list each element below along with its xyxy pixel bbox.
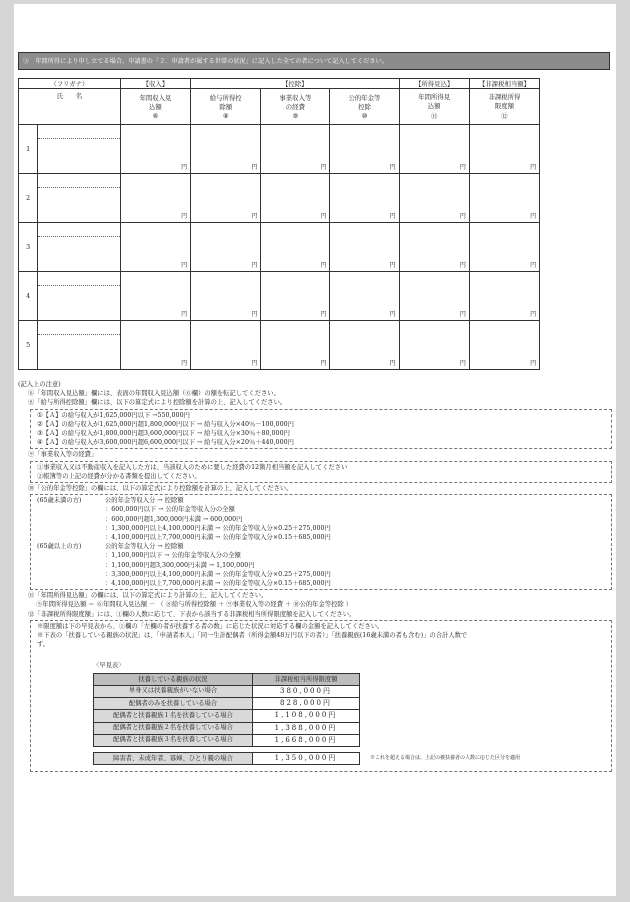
note-12: ⑫「非課税所得限度額」には、①欄の人数に応じて、下表から該当する非課税相当所得限度額を記入してください。	[28, 610, 356, 618]
yen-label: 円	[251, 213, 258, 220]
note-12-line: ※下表の「扶養している親族の状況」は、「申請者本人」「同一生計配偶者（所得金額48万円以下の者）」「扶養親族(16歳未満の者も含む)」の合計人数で	[37, 632, 468, 640]
notes-title: (記入上の注意)	[18, 381, 61, 388]
amount-input[interactable]	[469, 223, 539, 272]
amount-input[interactable]	[120, 223, 190, 272]
amount-input[interactable]	[330, 223, 399, 272]
yen-label: 円	[181, 213, 188, 220]
note-10-box	[30, 494, 612, 590]
hayami-extra-label: 障害者、未成年者、寡婦、ひとり親の場合	[94, 752, 253, 764]
amount-input[interactable]	[469, 321, 539, 370]
yen-label: 円	[320, 262, 327, 269]
table-row	[19, 223, 611, 272]
name-input[interactable]	[38, 223, 120, 272]
limit-group-header: 【非課税相当額】	[469, 79, 539, 89]
yen-label: 円	[320, 360, 327, 367]
note-8-line: ④【Ａ】の給与収入が3,600,000円超6,600,000円以下 → 給与収入分×20％＋440,000円	[37, 439, 294, 447]
yen-label: 円	[459, 262, 466, 269]
hayami-label: 配偶者のみを扶養している場合	[94, 698, 253, 710]
amount-input[interactable]	[469, 125, 539, 174]
yen-label: 円	[389, 311, 396, 318]
note-8-box	[30, 409, 612, 450]
note-12-box	[30, 620, 612, 772]
yen-label: 円	[320, 311, 327, 318]
yen-label: 円	[251, 360, 258, 367]
table-row	[19, 272, 611, 321]
note-6: ⑥「年間収入見込額」欄には、表面の年間収入見込額（⑥欄）の額を転記してください。	[28, 390, 280, 398]
name-header: 氏 名	[19, 89, 121, 125]
row-number: 5	[19, 321, 38, 370]
note-9: ⑨「事業収入等の経費」	[28, 451, 98, 459]
pension-line: ：4,100,000円以上7,700,000円未満 → 公的年金等収入分×0.15＋685,000円	[105, 580, 331, 588]
over-65-label: (65歳以上の方)	[37, 543, 82, 551]
name-input[interactable]	[38, 272, 120, 321]
note-12-line: す。	[37, 641, 50, 649]
note-9-line: ②帳簿等の上記の経費が分かる書類を提出してください。	[37, 472, 201, 480]
amount-input[interactable]	[469, 272, 539, 321]
note-12-line: ※限度額は下の早見表から、①欄の「左欄の者が扶養する者の数」に応じた状況に対応する欄の金額を記入してください。	[37, 622, 384, 630]
header-tax-exempt-limit: 非課税所得限度額 ⑫	[469, 89, 539, 125]
name-input[interactable]	[38, 125, 120, 174]
amount-input[interactable]	[120, 125, 190, 174]
note-8-line: ①【Ａ】の給与収入が1,625,000円以下 →550,000円	[37, 411, 190, 419]
amount-input[interactable]	[191, 321, 261, 370]
amount-input[interactable]	[191, 272, 261, 321]
row-number: 4	[19, 272, 38, 321]
amount-input[interactable]	[330, 174, 399, 223]
income-group-header: 【収入】	[120, 79, 190, 89]
amount-input[interactable]	[399, 272, 469, 321]
kana-header: （フリガナ）	[19, 79, 121, 89]
yen-label: 円	[389, 213, 396, 220]
hayami-amount: 1,388,000円	[253, 722, 360, 734]
hayami-amount: 1,108,000円	[253, 710, 360, 722]
expected-group-header: 【所得見込】	[399, 79, 469, 89]
yen-label: 円	[389, 164, 396, 171]
note-8-line: ②【Ａ】の給与収入が1,625,000円超1,800,000円以下 → 給与収入分×40％－100,000円	[37, 420, 294, 428]
header-annual-income-expected: 年間所得見込額 ⑪	[399, 89, 469, 125]
note-9-box	[30, 461, 612, 483]
amount-input[interactable]	[261, 272, 330, 321]
hayami-label: 配偶者と扶養親族２名を扶養している場合	[94, 722, 253, 734]
row-number: 2	[19, 174, 38, 223]
yen-label: 円	[320, 213, 327, 220]
amount-input[interactable]	[261, 174, 330, 223]
note-11-formula: ⑤年間所得見込額 ＝ ⑥年間収入見込額 － （ ⑧給与所得控除額 ＋ ⑨事業収入等の経費 ＋ ⑩公的年金等控除 ）	[36, 601, 352, 609]
under-65-label: (65歳未満の方)	[37, 497, 82, 505]
amount-input[interactable]	[191, 125, 261, 174]
yen-label: 円	[530, 164, 537, 171]
hayami-table	[93, 673, 360, 747]
hayami-label: 単身又は扶養親族がいない場合	[94, 685, 253, 697]
hayami-row	[94, 734, 360, 746]
pension-line: ：1,300,000円以上4,100,000円未満 → 公的年金等収入分×0.25＋275,000円	[105, 524, 331, 532]
amount-input[interactable]	[261, 321, 330, 370]
row-number: 3	[19, 223, 38, 272]
notes-section	[18, 380, 612, 773]
pension-line: 公的年金等収入分 → 控除額	[105, 497, 184, 505]
hayami-row	[94, 710, 360, 722]
row-number: 1	[19, 125, 38, 174]
amount-input[interactable]	[191, 223, 261, 272]
note-8: ⑧「給与所得控除額」欄には、以下の算定式により控除額を計算の上、記入してください。	[28, 399, 287, 407]
note-8-line: ③【Ａ】の給与収入が1,800,000円超3,600,000円以下 → 給与収入分×30％＋80,000円	[37, 430, 290, 438]
header-annual-income: 年間収入見込額 ⑥	[120, 89, 190, 125]
pension-line: ：600,000円以下 → 公的年金等収入分の全額	[105, 506, 235, 514]
table-row	[19, 125, 611, 174]
header-pension-deduction: 公的年金等控除 ⑩	[330, 89, 399, 125]
yen-label: 円	[251, 311, 258, 318]
yen-label: 円	[530, 311, 537, 318]
hayami-head-status: 扶養している親族の状況	[94, 673, 253, 685]
note-11: ⑪「年間所得見込額」の欄には、以下の算定式により計算の上、記入してください。	[28, 592, 268, 600]
yen-label: 円	[251, 262, 258, 269]
hayami-extra-amount: 1,350,000円	[253, 752, 360, 764]
amount-input[interactable]	[261, 125, 330, 174]
hayami-amount: 828,000円	[253, 698, 360, 710]
yen-label: 円	[389, 360, 396, 367]
amount-input[interactable]	[191, 174, 261, 223]
income-table	[18, 78, 610, 370]
yen-label: 円	[459, 360, 466, 367]
hayami-side-note: ※これを超える場合は、上記の被扶養者の人数に応じた区分を適用	[370, 754, 521, 761]
name-input[interactable]	[38, 321, 120, 370]
pension-line: ：4,100,000円以上7,700,000円未満 → 公的年金等収入分×0.15＋685,000円	[105, 534, 331, 542]
pension-line: ：1,100,000円超3,300,000円未満 → 1,100,000円	[105, 561, 255, 569]
yen-label: 円	[251, 164, 258, 171]
amount-input[interactable]	[330, 321, 399, 370]
yen-label: 円	[459, 164, 466, 171]
note-9-line: ①事業収入又は不動産収入を記入した方は、当該収入のために要した経費の12箇月相当額を記入してください	[37, 463, 348, 471]
hayami-row	[94, 685, 360, 697]
table-row	[19, 174, 611, 223]
name-input[interactable]	[38, 174, 120, 223]
hayami-row	[94, 722, 360, 734]
amount-input[interactable]	[330, 272, 399, 321]
pension-line: ：600,000円超1,300,000円未満 → 600,000円	[105, 515, 243, 523]
hayami-title: 〈早見表〉	[93, 662, 125, 670]
amount-input[interactable]	[399, 321, 469, 370]
amount-input[interactable]	[399, 125, 469, 174]
yen-label: 円	[320, 164, 327, 171]
note-10: ⑩「公的年金等控除」の欄には、以下の算定式により控除額を計算の上、記入してください。	[28, 485, 293, 493]
hayami-head-limit: 非課税相当所得限度額	[253, 673, 360, 685]
amount-input[interactable]	[469, 174, 539, 223]
yen-label: 円	[389, 262, 396, 269]
yen-label: 円	[181, 311, 188, 318]
amount-input[interactable]	[120, 174, 190, 223]
header-business-expense: 事業収入等の経費 ⑨	[261, 89, 330, 125]
pension-line: ：1,100,000円以下 → 公的年金等収入分の全額	[105, 552, 241, 560]
hayami-extra-table	[93, 752, 360, 765]
hayami-label: 配偶者と扶養親族３名を扶養している場合	[94, 734, 253, 746]
amount-input[interactable]	[261, 223, 330, 272]
hayami-row	[94, 698, 360, 710]
amount-input[interactable]	[330, 125, 399, 174]
hayami-amount: 1,668,000円	[253, 734, 360, 746]
yen-label: 円	[181, 360, 188, 367]
hayami-amount: 380,000円	[253, 685, 360, 697]
header-salary-deduction: 給与所得控除額 ⑧	[191, 89, 261, 125]
pension-line: 公的年金等収入分 → 控除額	[105, 543, 184, 551]
yen-label: 円	[181, 262, 188, 269]
deduction-group-header: 【控除】	[191, 79, 399, 89]
pension-line: ：3,300,000円以上4,100,000円未満 → 公的年金等収入分×0.25＋275,000円	[105, 570, 331, 578]
hayami-label: 配偶者と扶養親族１名を扶養している場合	[94, 710, 253, 722]
yen-label: 円	[459, 311, 466, 318]
table-row	[19, 321, 611, 370]
section-banner: ③ 年間所得により申し立てる場合、申請書の「２．申請者が属する世帯の状況」に記入した全ての者について記入してください。	[18, 52, 610, 70]
amount-input[interactable]	[399, 223, 469, 272]
yen-label: 円	[530, 360, 537, 367]
yen-label: 円	[530, 262, 537, 269]
amount-input[interactable]	[120, 272, 190, 321]
amount-input[interactable]	[120, 321, 190, 370]
document-page	[14, 4, 616, 896]
amount-input[interactable]	[399, 174, 469, 223]
yen-label: 円	[530, 213, 537, 220]
yen-label: 円	[181, 164, 188, 171]
yen-label: 円	[459, 213, 466, 220]
